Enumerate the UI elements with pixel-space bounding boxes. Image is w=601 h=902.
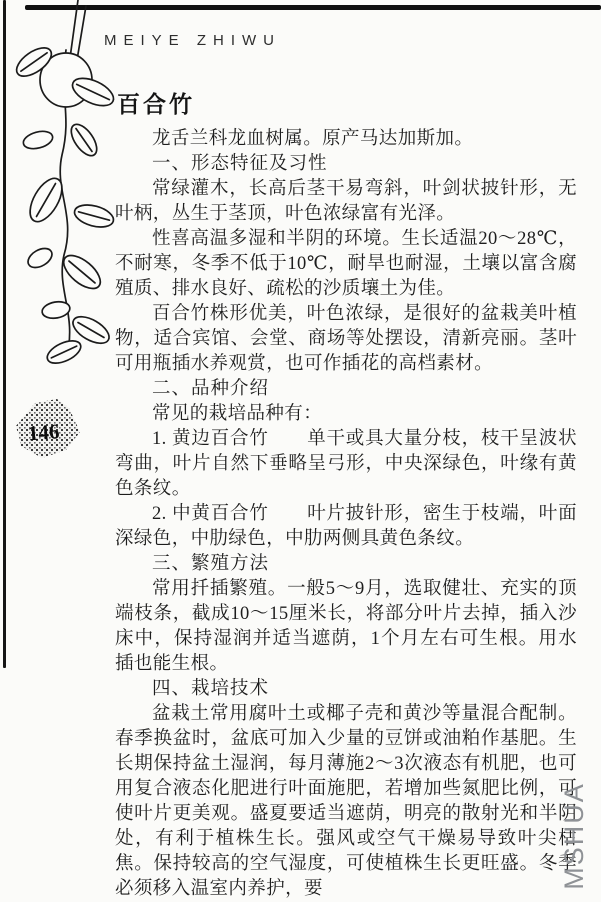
article-title: 百合竹 <box>117 92 195 117</box>
section-heading-3: 三、繁殖方法 <box>152 554 270 574</box>
paragraph: 性喜高温多湿和半阴的环境。生长适温20～28℃，不耐寒，冬季不低于10℃，耐旱也耐湿，土壤以富含腐殖质、排水良好、疏松的沙质壤土为佳。 <box>115 229 577 299</box>
page-number: 146 <box>27 419 61 446</box>
page-number-badge <box>11 394 83 474</box>
paragraph: 常用扦插繁殖。一般5～9月，选取健壮、充实的顶端枝条，截成10～15厘米长，将部分叶片去掉，插入沙床中，保持湿润并适当遮荫，1个月左右可生根。用水插也能生根。 <box>115 579 577 674</box>
watermark: MSHUA <box>559 782 589 890</box>
paragraph: 2. 中黄百合竹 叶片披针形，密生于枝端，叶面深绿色，中肋绿色，中肋两侧具黄色条纹。 <box>115 504 577 549</box>
article <box>115 86 577 902</box>
paragraph: 盆栽土常用腐叶土或椰子壳和黄沙等量混合配制。春季换盆时，盆底可加入少量的豆饼或油粕作基肥。生长期保持盆土湿润，每月薄施2～3次液态有机肥，也可用复合液态化肥进行叶面施肥，若增加些氮肥比例，可使叶片更美观。盛夏要适当遮荫，明亮的散射光和半阴处，有利于植株生长。强风或空气干燥易导致叶尖枯焦。保持较高的空气湿度，可使植株生长更旺盛。冬季必须移入温室内养护，要 <box>115 704 577 899</box>
plant-vine-illustration-icon <box>4 0 116 382</box>
paragraph: 常见的栽培品种有： <box>152 404 323 424</box>
section-heading-4: 四、栽培技术 <box>152 679 270 699</box>
paragraph: 常绿灌木，长高后茎干易弯斜，叶剑状披针形，无叶柄，丛生于茎顶，叶色浓绿富有光泽。 <box>115 179 577 224</box>
running-head: MEIYE ZHIWU <box>104 32 281 49</box>
section-heading-2: 二、品种介绍 <box>152 379 270 399</box>
article-intro: 龙舌兰科龙血树属。原产马达加斯加。 <box>152 129 474 149</box>
paragraph: 1. 黄边百合竹 单干或具大量分枝，枝干呈波状弯曲，叶片自然下垂略呈弓形，中央深绿色，叶缘有黄色条纹。 <box>115 429 577 499</box>
section-heading-1: 一、形态特征及习性 <box>152 154 328 174</box>
paragraph: 百合竹株形优美，叶色浓绿，是很好的盆栽美叶植物，适合宾馆、会堂、商场等处摆设，清新亮丽。茎叶可用瓶插水养观赏，也可作插花的高档素材。 <box>115 304 577 374</box>
